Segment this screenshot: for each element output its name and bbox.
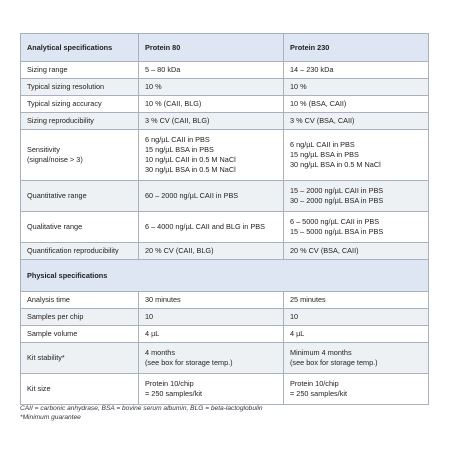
- specifications-table: [20, 33, 429, 405]
- protein-230-value: [284, 130, 429, 181]
- row-label-line: (signal/noise > 3): [27, 155, 83, 164]
- protein-230-value: 10 %: [284, 79, 429, 96]
- row-label: Samples per chip: [21, 309, 139, 326]
- protein-230-value: 10: [284, 309, 429, 326]
- row-label: Sizing range: [21, 62, 139, 79]
- row-label-line: Sensitivity: [27, 145, 60, 154]
- protein-80-value: 6 – 4000 ng/µL CAII and BLG in PBS: [139, 212, 284, 243]
- table-row: [21, 309, 429, 326]
- table-row: [21, 62, 429, 79]
- row-label: Qualitative range: [21, 212, 139, 243]
- protein-230-value-line: 15 – 2000 ng/µL CAII in PBS: [290, 186, 384, 195]
- protein-230-value: 20 % CV (BSA, CAII): [284, 243, 429, 260]
- protein-80-value: 5 – 80 kDa: [139, 62, 284, 79]
- analytical-specifications-heading: Analytical specifications: [21, 34, 139, 62]
- protein-230-value-line: 6 – 5000 ng/µL CAII in PBS: [290, 217, 380, 226]
- table-row: [21, 374, 429, 405]
- row-label: [21, 130, 139, 181]
- protein-80-value-line: 6 ng/µL CAII in PBS: [145, 135, 210, 144]
- table-row: [21, 113, 429, 130]
- protein-80-value-line: Protein 10/chip: [145, 379, 194, 388]
- row-label: Sizing reproducibility: [21, 113, 139, 130]
- protein-80-heading: Protein 80: [139, 34, 284, 62]
- row-label: Typical sizing accuracy: [21, 96, 139, 113]
- protein-80-value: [139, 130, 284, 181]
- protein-80-value: 10 %: [139, 79, 284, 96]
- row-label: Sample volume: [21, 326, 139, 343]
- protein-80-value-line: = 250 samples/kit: [145, 389, 202, 398]
- protein-80-value-line: 10 ng/µL CAII in 0.5 M NaCl: [145, 155, 236, 164]
- table-row: [21, 79, 429, 96]
- protein-230-value-line: 30 ng/µL BSA in 0.5 M NaCl: [290, 160, 381, 169]
- table-notes: [20, 404, 263, 422]
- protein-80-value: 10: [139, 309, 284, 326]
- protein-230-heading: Protein 230: [284, 34, 429, 62]
- protein-230-value: 25 minutes: [284, 292, 429, 309]
- protein-80-value: 30 minutes: [139, 292, 284, 309]
- table-row: [21, 130, 429, 181]
- row-label: Analysis time: [21, 292, 139, 309]
- protein-230-value: [284, 212, 429, 243]
- protein-230-value-line: (see box for storage temp.): [290, 358, 378, 367]
- table-row: [21, 181, 429, 212]
- protein-80-value: 60 – 2000 ng/µL CAII in PBS: [139, 181, 284, 212]
- row-label: Quantitative range: [21, 181, 139, 212]
- protein-230-value-line: Protein 10/chip: [290, 379, 339, 388]
- physical-specifications-header-row: [21, 260, 429, 292]
- protein-80-value-line: 15 ng/µL BSA in PBS: [145, 145, 214, 154]
- protein-80-value: 3 % CV (CAII, BLG): [139, 113, 284, 130]
- protein-230-value: [284, 374, 429, 405]
- row-label: Kit size: [21, 374, 139, 405]
- protein-230-value: 10 % (BSA, CAII): [284, 96, 429, 113]
- table-row: [21, 96, 429, 113]
- row-label: Quantification reproducibility: [21, 243, 139, 260]
- protein-230-value-line: Minimum 4 months: [290, 348, 352, 357]
- specifications-table-body: [21, 34, 429, 405]
- table-row: [21, 292, 429, 309]
- protein-230-value-line: = 250 samples/kit: [290, 389, 347, 398]
- protein-230-value-line: 15 – 5000 ng/µL BSA in PBS: [290, 227, 384, 236]
- protein-230-value: [284, 181, 429, 212]
- protein-80-value: 20 % CV (CAII, BLG): [139, 243, 284, 260]
- protein-230-value-line: 15 ng/µL BSA in PBS: [290, 150, 359, 159]
- table-header-row: [21, 34, 429, 62]
- protein-80-value-line: (see box for storage temp.): [145, 358, 233, 367]
- table-row: [21, 326, 429, 343]
- protein-80-value: 4 µL: [139, 326, 284, 343]
- protein-230-value: [284, 343, 429, 374]
- row-label: Typical sizing resolution: [21, 79, 139, 96]
- minimum-guarantee-footnote: *Minimum guarantee: [20, 414, 81, 421]
- table-row: [21, 212, 429, 243]
- protein-230-value-line: 6 ng/µL CAII in PBS: [290, 140, 355, 149]
- table-row: [21, 243, 429, 260]
- physical-specifications-heading: Physical specifications: [21, 260, 429, 292]
- table-row: [21, 343, 429, 374]
- protein-80-value-line: 4 months: [145, 348, 176, 357]
- abbreviations-note: CAII = carbonic anhydrase, BSA = bovine serum albumin, BLG = beta-lactoglobulin: [20, 405, 263, 412]
- row-label: Kit stability*: [21, 343, 139, 374]
- protein-230-value: 14 – 230 kDa: [284, 62, 429, 79]
- protein-230-value: 3 % CV (BSA, CAII): [284, 113, 429, 130]
- protein-80-value: [139, 343, 284, 374]
- protein-230-value: 4 µL: [284, 326, 429, 343]
- protein-80-value: 10 % (CAII, BLG): [139, 96, 284, 113]
- protein-80-value: [139, 374, 284, 405]
- protein-80-value-line: 30 ng/µL BSA in 0.5 M NaCl: [145, 165, 236, 174]
- protein-230-value-line: 30 – 2000 ng/µL BSA in PBS: [290, 196, 384, 205]
